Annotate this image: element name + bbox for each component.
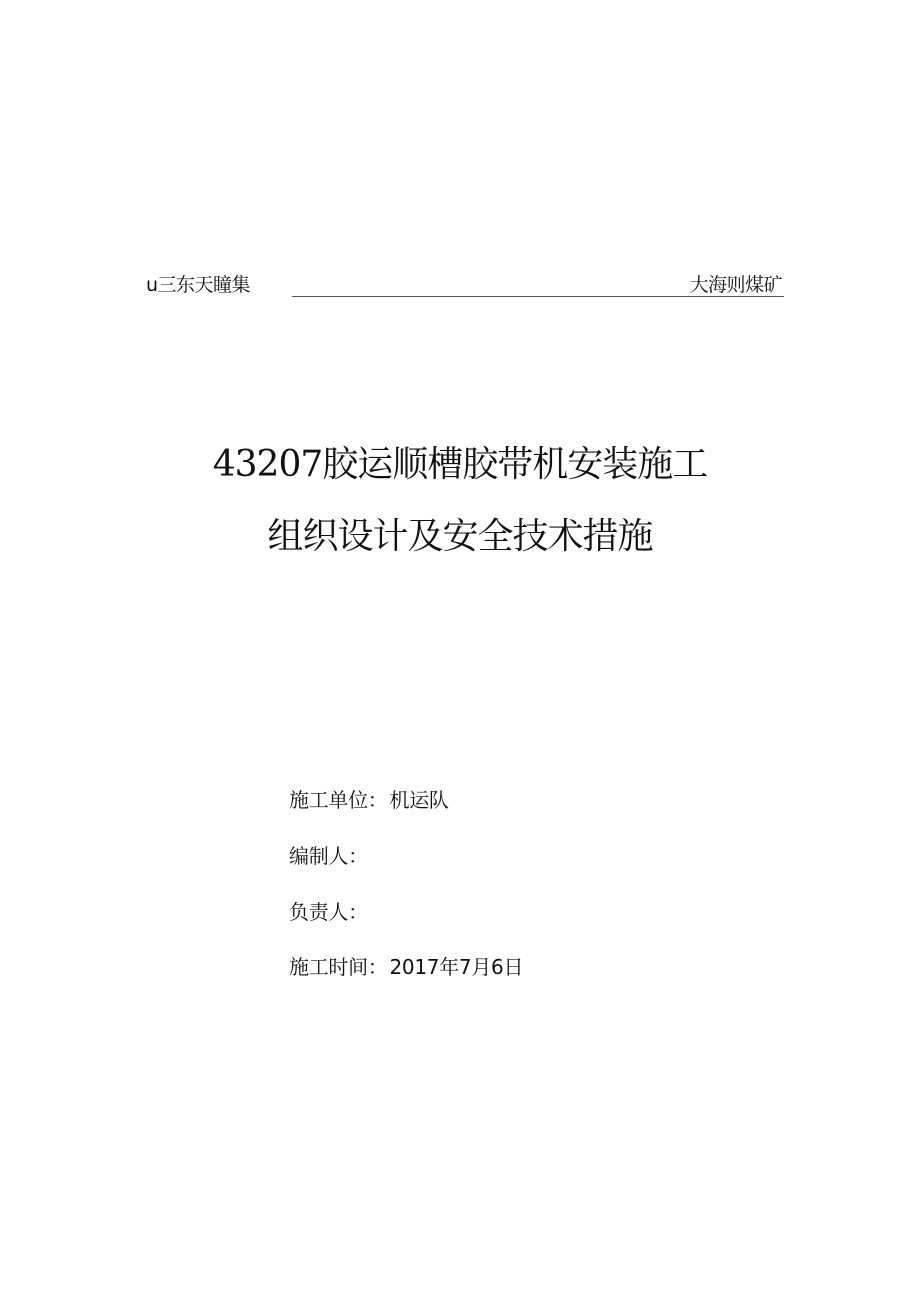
construction-date-row (289, 951, 523, 980)
header-mine-name: 大海则煤矿 (689, 274, 782, 296)
construction-date-label: 施工时间： (289, 955, 388, 979)
construction-unit-label: 施工单位： (289, 788, 388, 812)
construction-unit-row (289, 784, 449, 813)
document-title-line-2: 组织设计及安全技术措施 (267, 516, 653, 557)
compiler-label: 编制人： (289, 844, 368, 868)
compiler-row (289, 840, 370, 869)
document-title-line-1: 43207胶运顺槽胶带机安装施工 (212, 444, 708, 485)
responsible-person-row (289, 896, 370, 925)
header-company-name: u三东天瞳集 (146, 274, 251, 296)
responsible-person-label: 负责人： (289, 900, 368, 924)
header-divider (292, 296, 784, 297)
construction-unit-value: 机运队 (389, 788, 449, 812)
construction-date-value: 2017年7月6日 (389, 955, 524, 979)
